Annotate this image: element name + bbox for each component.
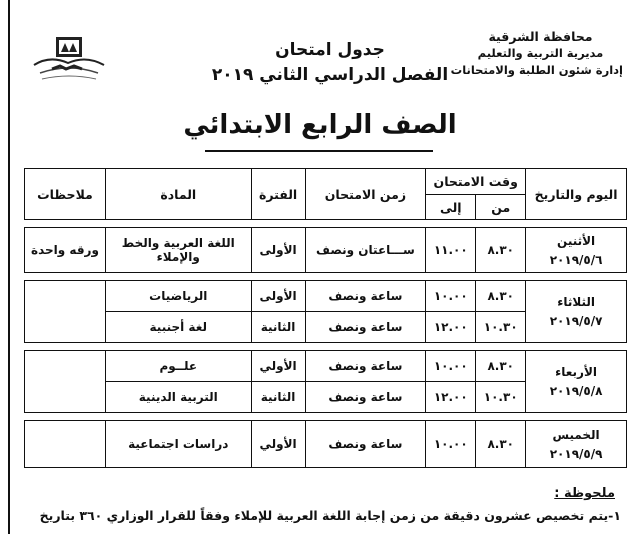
- day-date-cell: [526, 421, 627, 468]
- time-to-cell: ١٢.٠٠: [426, 312, 476, 343]
- table-row: [25, 421, 627, 468]
- day-date-cell: [526, 351, 627, 413]
- period-cell: الأولي: [251, 351, 305, 382]
- day-date-cell: [526, 281, 627, 343]
- day-name: الخميس: [552, 427, 600, 442]
- table-header-row: [25, 169, 627, 195]
- exam-date: ٢٠١٩/٥/٦: [549, 252, 603, 267]
- subject-cell: الرياضيات: [105, 281, 251, 312]
- duration-cell: ســـاعتان ونصف: [305, 228, 426, 273]
- spacer-cell: [25, 220, 627, 228]
- header-from: من: [476, 195, 526, 220]
- time-from-cell: ١٠.٣٠: [476, 382, 526, 413]
- grade-title-underline: [205, 150, 433, 152]
- header-exam-time: وقت الامتحان: [426, 169, 526, 195]
- time-from-cell: ٨.٣٠: [476, 351, 526, 382]
- period-cell: الأولى: [251, 281, 305, 312]
- table-spacer: [25, 343, 627, 351]
- header-to: إلى: [426, 195, 476, 220]
- document-title-block: [190, 38, 470, 88]
- time-from-cell: ١٠.٣٠: [476, 312, 526, 343]
- exam-date: ٢٠١٩/٥/٧: [549, 314, 603, 328]
- grade-title: الصف الرابع الابتدائي: [183, 110, 457, 140]
- header-period: الفترة: [251, 169, 305, 220]
- notes-cell: [25, 421, 106, 468]
- time-to-cell: ١١.٠٠: [426, 228, 476, 273]
- ministry-logo-icon: [30, 33, 108, 87]
- header-notes: ملاحظات: [25, 169, 106, 220]
- period-cell: الثانية: [251, 312, 305, 343]
- term-label: الفصل الدراسي الثاني ٢٠١٩: [211, 65, 449, 85]
- header-day-date: اليوم والتاريخ: [526, 169, 627, 220]
- duration-cell: ساعة ونصف: [305, 351, 426, 382]
- duration-cell: ساعة ونصف: [305, 281, 426, 312]
- day-name: الثلاثاء: [557, 295, 595, 309]
- governorate-label: محافظة الشرقية: [488, 29, 593, 44]
- notes-title: ملحوظة :: [554, 486, 615, 501]
- subject-cell: دراسات اجتماعية: [105, 421, 251, 468]
- notes-cell: [25, 281, 106, 343]
- exam-schedule-table: [24, 168, 627, 468]
- notes-cell: [25, 351, 106, 413]
- subject-cell: لغة أجنبية: [105, 312, 251, 343]
- ministry-header: [450, 28, 623, 79]
- duration-cell: ساعة ونصف: [305, 382, 426, 413]
- duration-cell: ساعة ونصف: [305, 421, 426, 468]
- spacer-cell: [25, 413, 627, 421]
- table-spacer: [25, 220, 627, 228]
- time-to-cell: ١٢.٠٠: [426, 382, 476, 413]
- table-row: [25, 281, 627, 312]
- time-to-cell: ١٠.٠٠: [426, 281, 476, 312]
- day-name: الأربعاء: [555, 365, 598, 379]
- spacer-cell: [25, 273, 627, 281]
- time-to-cell: ١٠.٠٠: [426, 351, 476, 382]
- table-spacer: [25, 273, 627, 281]
- exam-date: ٢٠١٩/٥/٨: [549, 384, 603, 398]
- subject-cell: علــوم: [105, 351, 251, 382]
- department-label: إدارة شئون الطلبة والامتحانات: [450, 63, 623, 77]
- table-spacer: [25, 413, 627, 421]
- notes-cell: ورقه واحدة: [25, 228, 106, 273]
- subject-cell: اللغة العربية والخط والإملاء: [105, 228, 251, 273]
- table-row: [25, 228, 627, 273]
- day-name: الأثنين: [557, 233, 596, 248]
- period-cell: الأولى: [251, 228, 305, 273]
- header-duration: زمن الامتحان: [305, 169, 426, 220]
- time-to-cell: ١٠.٠٠: [426, 421, 476, 468]
- time-from-cell: ٨.٣٠: [476, 281, 526, 312]
- table-row: [25, 351, 627, 382]
- duration-cell: ساعة ونصف: [305, 312, 426, 343]
- spacer-cell: [25, 343, 627, 351]
- directorate-label: مديرية التربية والتعليم: [477, 46, 604, 60]
- time-from-cell: ٨.٣٠: [476, 228, 526, 273]
- exam-date: ٢٠١٩/٥/٩: [549, 446, 603, 461]
- day-date-cell: [526, 228, 627, 273]
- period-cell: الثانية: [251, 382, 305, 413]
- time-from-cell: ٨.٣٠: [476, 421, 526, 468]
- notes-line: ١-يتم تخصيص عشرون دقيقة من زمن إجابة اللغة العربية للإملاء وفقاً للقرار الوزاري ٣٦٠ بتاريخ: [39, 508, 621, 523]
- header-subject: المادة: [105, 169, 251, 220]
- period-cell: الأولي: [251, 421, 305, 468]
- document-title: جدول امتحان: [275, 40, 385, 60]
- subject-cell: التربية الدينية: [105, 382, 251, 413]
- left-margin-line: [8, 0, 10, 534]
